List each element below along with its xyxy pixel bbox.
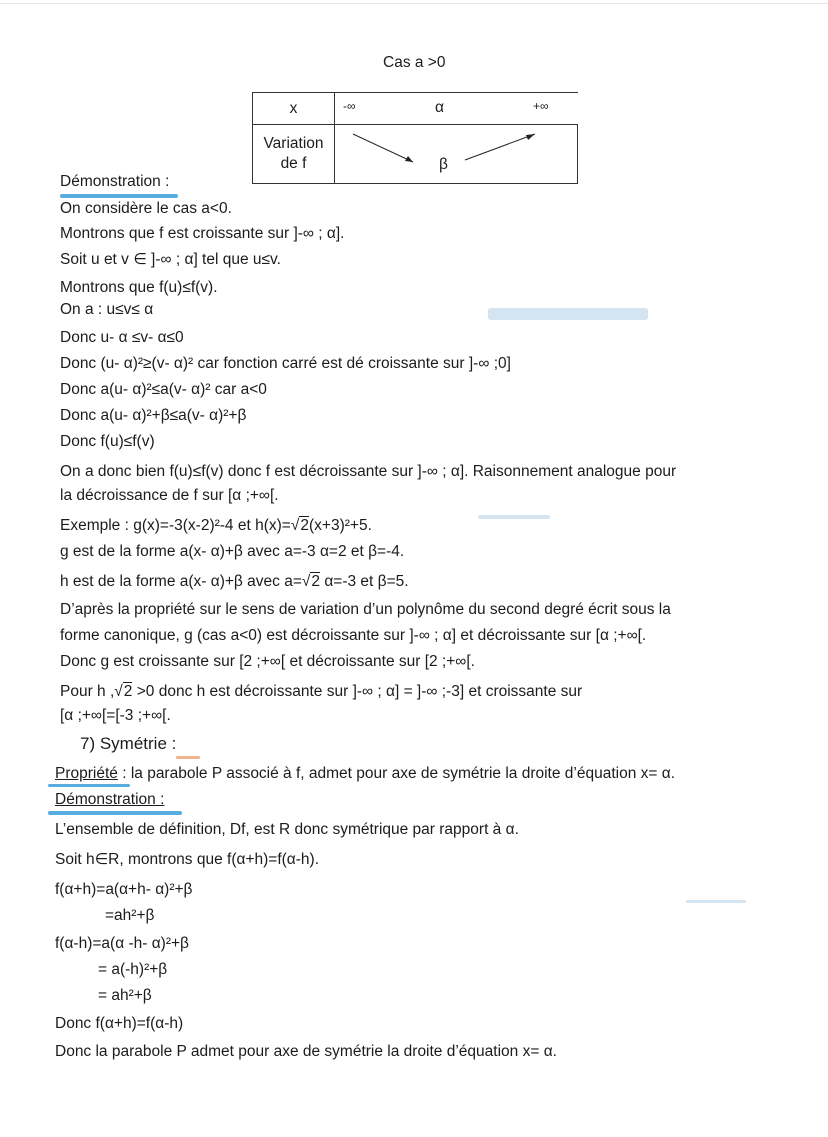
demo-line: On a donc bien f(u)≤f(v) donc f est décroissante sur ]-∞ ; α]. Raisonnement analogue pour	[60, 463, 677, 480]
property-highlight	[48, 784, 130, 787]
scan-smudge	[478, 515, 550, 519]
demo2-line: L’ensemble de définition, Df, est R donc symétrique par rapport à α.	[55, 821, 519, 838]
row-label	[253, 125, 335, 184]
demo-heading: Démonstration :	[60, 173, 170, 190]
demo2-line: Donc f(α+h)=f(α-h)	[55, 1015, 184, 1032]
example-line: D’après la propriété sur le sens de variation d’un polynôme du second degré écrit sous la	[60, 601, 671, 618]
property-label: Propriété	[55, 765, 118, 782]
demo-line: On a : u≤v≤ α	[60, 301, 154, 318]
demo2-heading: Démonstration :	[55, 791, 165, 808]
variation-arrows	[335, 126, 577, 182]
increasing-arrowhead	[526, 134, 535, 140]
heading-highlight	[60, 194, 178, 198]
beta-value: β	[439, 156, 448, 174]
title-highlight	[176, 756, 200, 759]
demo2-line: Donc la parabole P admet pour axe de symétrie la droite d’équation x= α.	[55, 1043, 557, 1060]
demo-line: Montrons que f(u)≤f(v).	[60, 279, 218, 296]
section-title: Cas a >0	[383, 54, 446, 71]
example-line: [α ;+∞[=[-3 ;+∞[.	[60, 707, 171, 724]
demo-line: Donc f(u)≤f(v)	[60, 433, 155, 450]
demo2-line: = ah²+β	[98, 987, 152, 1004]
example-line: Donc g est croissante sur [2 ;+∞[ et décroissante sur [2 ;+∞[.	[60, 653, 475, 670]
demo-line: Donc a(u- α)²≤a(v- α)² car a<0	[60, 381, 267, 398]
example-line: h est de la forme a(x- α)+β avec a=√2 α=-3 et β=5.	[60, 573, 409, 590]
example-line: forme canonique, g (cas a<0) est décroissante sur ]-∞ ; α] et décroissante sur [α ;+∞[.	[60, 627, 647, 644]
x-value-minus-inf: -∞	[343, 98, 356, 113]
demo2-line: f(α-h)=a(α -h- α)²+β	[55, 935, 189, 952]
demo-line: Donc (u- α)²≥(v- α)² car fonction carré est dé croissante sur ]-∞ ;0]	[60, 355, 511, 372]
increasing-arrow	[465, 134, 535, 160]
example-line: Exemple : g(x)=-3(x-2)²-4 et h(x)=√2(x+3)²+5.	[60, 517, 372, 534]
example-line: g est de la forme a(x- α)+β avec a=-3 α=2 et β=-4.	[60, 543, 405, 560]
demo2-line: =ah²+β	[105, 907, 155, 924]
demo2-line: = a(-h)²+β	[98, 961, 168, 978]
x-label: x	[253, 93, 335, 125]
demo2-line: Soit h∈R, montrons que f(α+h)=f(α-h).	[55, 851, 320, 868]
variation-table	[252, 92, 578, 184]
row-label-line1: Variation	[263, 135, 324, 153]
demo2-line: f(α+h)=a(α+h- α)²+β	[55, 881, 193, 898]
x-value-plus-inf: +∞	[533, 98, 549, 113]
decreasing-arrowhead	[405, 156, 413, 162]
x-value-alpha: α	[435, 98, 444, 116]
scan-smudge	[488, 308, 648, 320]
demo2-highlight	[48, 811, 182, 815]
demo-line: Donc u- α ≤v- α≤0	[60, 329, 184, 346]
row-label-line2: de f	[280, 155, 307, 173]
example-line: Pour h ,√2 >0 donc h est décroissante sur ]-∞ ; α] = ]-∞ ;-3] et croissante sur	[60, 683, 583, 700]
section-7-title: 7) Symétrie :	[80, 734, 177, 753]
demo-line: Montrons que f est croissante sur ]-∞ ; α].	[60, 225, 345, 242]
scan-smudge	[686, 900, 746, 903]
property-text: : la parabole P associé à f, admet pour axe de symétrie la droite d’équation x= α.	[117, 765, 675, 782]
demo-line: Soit u et v ∈ ]-∞ ; α] tel que u≤v.	[60, 251, 281, 268]
demo-line: Donc a(u- α)²+β≤a(v- α)²+β	[60, 407, 247, 424]
property-line	[55, 764, 675, 784]
page-edge	[0, 3, 828, 4]
demo-line: la décroissance de f sur [α ;+∞[.	[60, 487, 279, 504]
demo-line: On considère le cas a<0.	[60, 200, 232, 217]
decreasing-arrow	[353, 134, 413, 162]
